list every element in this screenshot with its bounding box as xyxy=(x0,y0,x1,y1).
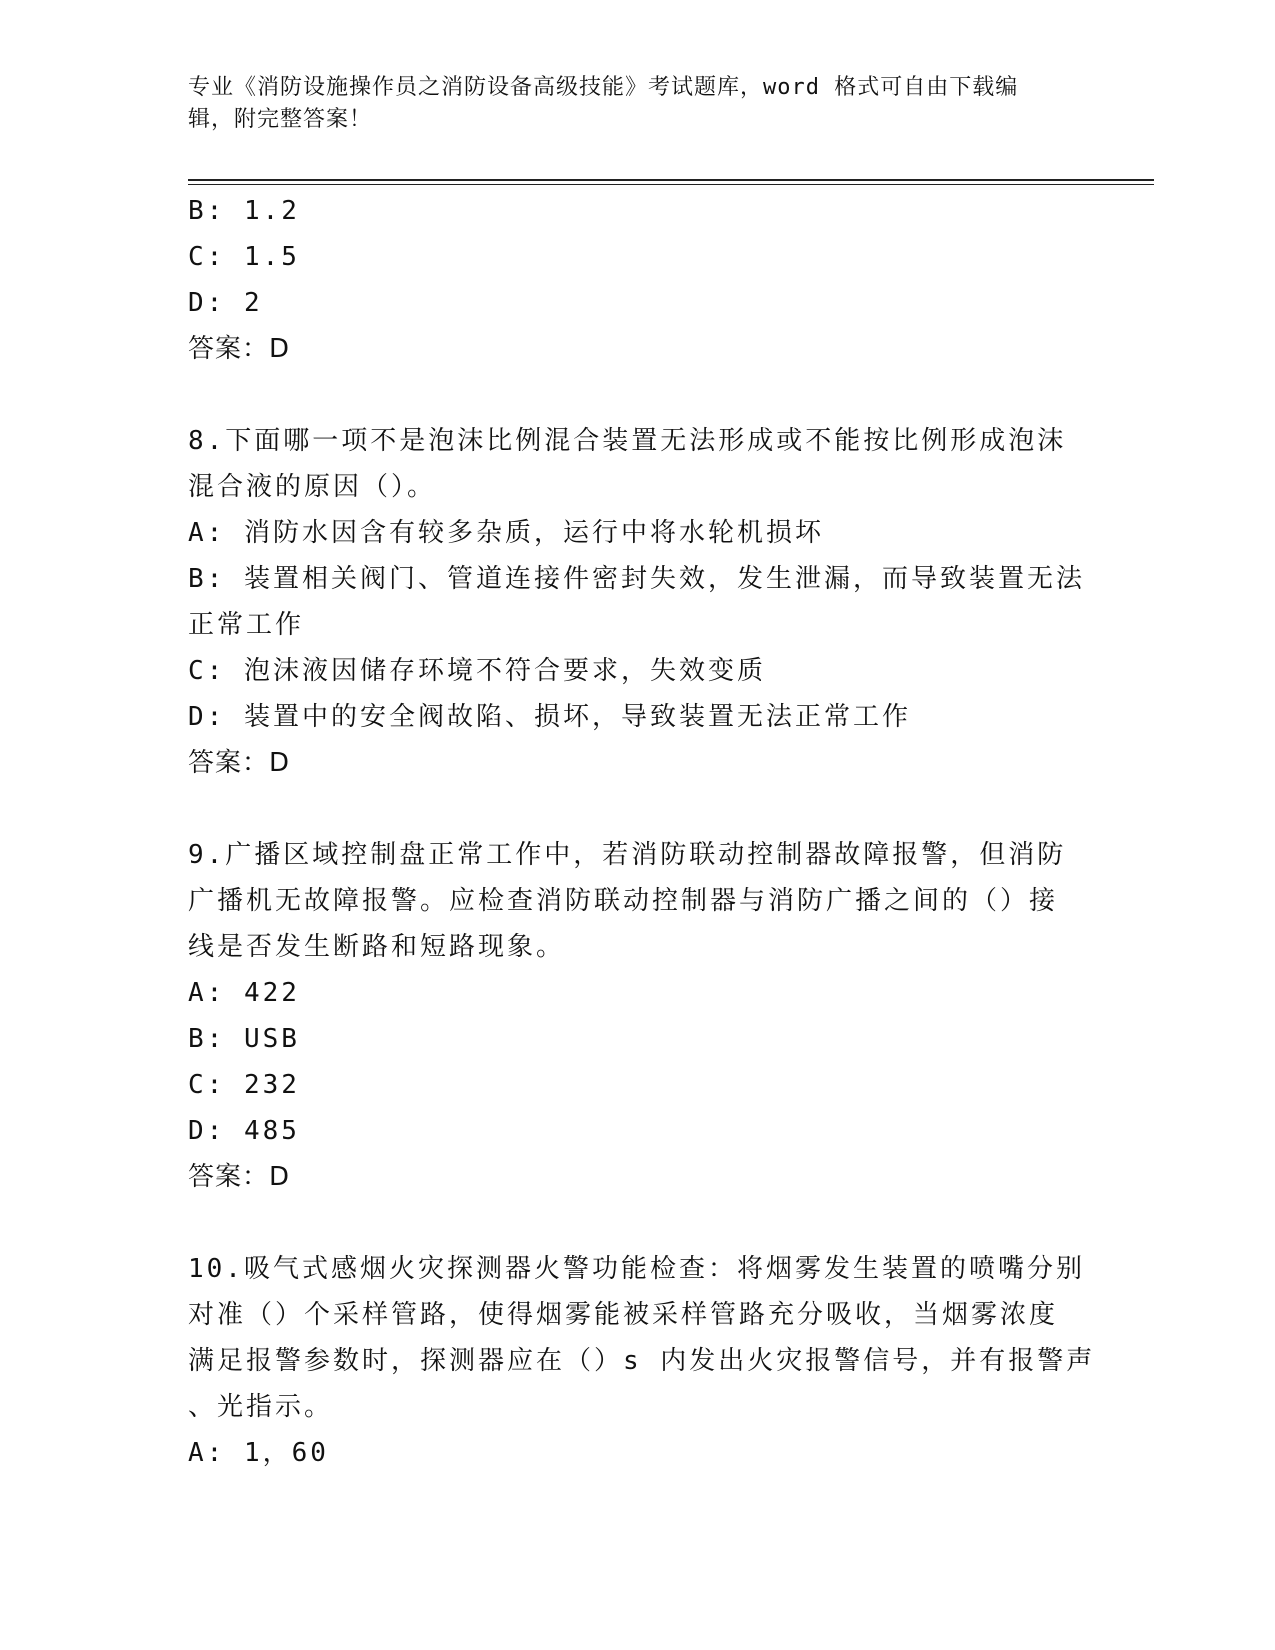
option-b: B: USB xyxy=(188,1024,300,1054)
question-10 xyxy=(188,1246,1096,1476)
option-b-continued: 正常工作 xyxy=(188,610,305,640)
document-header xyxy=(188,72,1088,136)
spacer xyxy=(188,372,1088,418)
question-9 xyxy=(188,832,1088,1200)
question-stem-line: 混合液的原因（）。 xyxy=(188,472,437,502)
question-stem-line: 10.吸气式感烟火灾探测器火警功能检查：将烟雾发生装置的喷嘴分别 xyxy=(188,1254,1085,1284)
option-c: C: 232 xyxy=(188,1070,300,1100)
option-a: A: 422 xyxy=(188,978,300,1008)
answer-line: 答案：D xyxy=(188,334,291,364)
option-c: C: 泡沫液因储存环境不符合要求，失效变质 xyxy=(188,656,766,686)
option-a: A: 1，60 xyxy=(188,1438,329,1468)
question-stem-line: 线是否发生断路和短路现象。 xyxy=(188,932,566,962)
question-8 xyxy=(188,418,1088,786)
option-d: D: 485 xyxy=(188,1116,300,1146)
spacer xyxy=(188,1200,1088,1246)
header-line-1: 专业《消防设施操作员之消防设备高级技能》考试题库，word 格式可自由下载编 xyxy=(188,75,1019,100)
option-b: B: 1.2 xyxy=(188,196,300,226)
question-stem-line: 、光指示。 xyxy=(188,1392,334,1422)
option-a: A: 消防水因含有较多杂质，运行中将水轮机损坏 xyxy=(188,518,824,548)
question-content xyxy=(188,188,1096,1476)
option-d: D: 2 xyxy=(188,288,263,318)
spacer xyxy=(188,786,1088,832)
answer-line: 答案：D xyxy=(188,748,291,778)
question-stem-line: 对准（）个采样管路，使得烟雾能被采样管路充分吸收，当烟雾浓度 xyxy=(188,1300,1059,1330)
question-stem-line: 9.广播区域控制盘正常工作中，若消防联动控制器故障报警，但消防 xyxy=(188,840,1067,870)
question-stem-line: 8.下面哪一项不是泡沫比例混合装置无法形成或不能按比例形成泡沫 xyxy=(188,426,1067,456)
option-b: B: 装置相关阀门、管道连接件密封失效，发生泄漏，而导致装置无法 xyxy=(188,564,1085,594)
question-7-tail xyxy=(188,188,1088,372)
header-line-2: 辑，附完整答案！ xyxy=(188,107,373,132)
question-stem-line: 广播机无故障报警。应检查消防联动控制器与消防广播之间的（）接 xyxy=(188,886,1059,916)
header-divider-thick xyxy=(188,179,1154,181)
option-d: D: 装置中的安全阀故陷、损坏，导致装置无法正常工作 xyxy=(188,702,911,732)
option-c: C: 1.5 xyxy=(188,242,300,272)
answer-line: 答案：D xyxy=(188,1162,291,1192)
header-divider-thin xyxy=(188,184,1154,185)
question-stem-line: 满足报警参数时，探测器应在（）s 内发出火灾报警信号，并有报警声 xyxy=(188,1346,1096,1376)
